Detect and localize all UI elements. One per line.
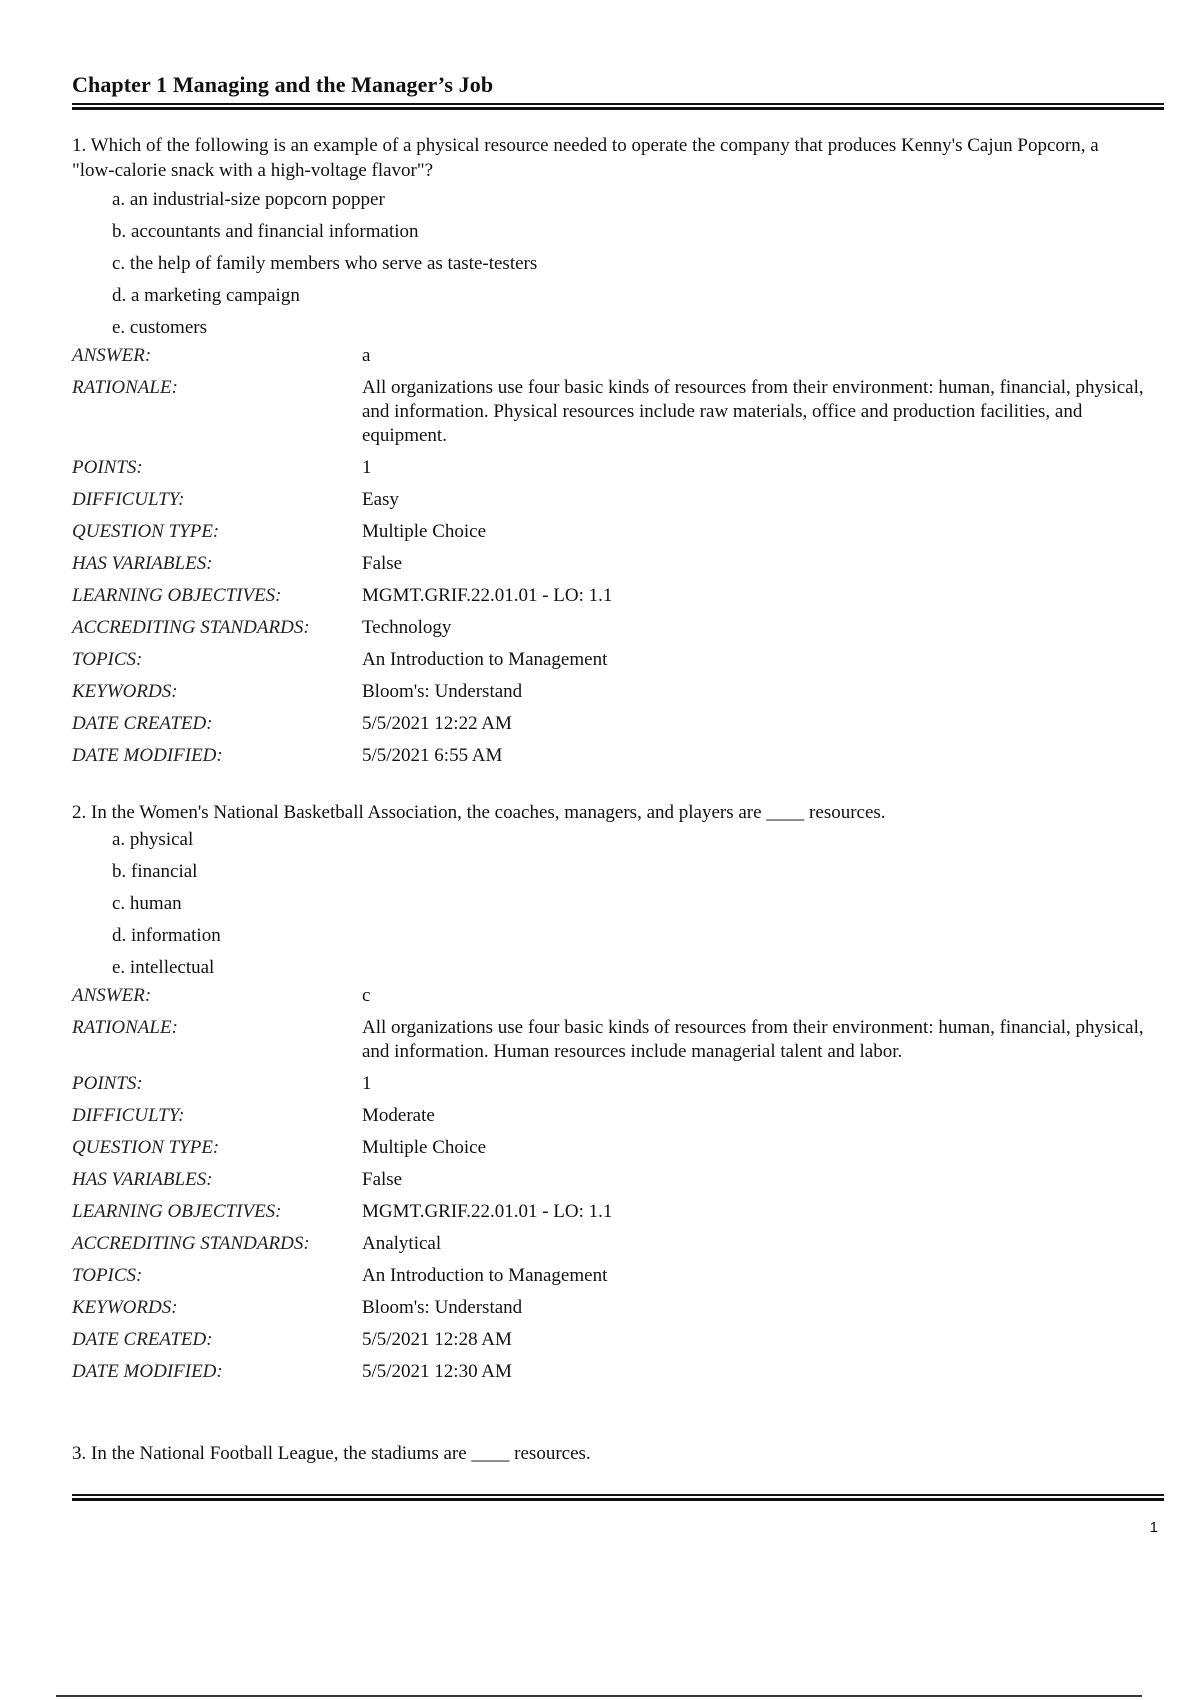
rationale-row xyxy=(72,1016,1164,1064)
difficulty-label: DIFFICULTY: xyxy=(72,1105,185,1126)
has-variables-value: False xyxy=(362,553,403,574)
footer-rule-thin xyxy=(72,1494,1164,1496)
keywords-label: KEYWORDS: xyxy=(72,1297,178,1318)
option-a: a. an industrial-size popcorn popper xyxy=(112,189,385,210)
accrediting-standards-value: Analytical xyxy=(362,1233,442,1254)
rationale-row xyxy=(72,376,1164,448)
learning-objectives-value: MGMT.GRIF.22.01.01 - LO: 1.1 xyxy=(362,1201,613,1222)
option-a: a. physical xyxy=(112,829,194,850)
question-metadata xyxy=(72,984,1164,1384)
has-variables-value: False xyxy=(362,1169,403,1190)
question-stem: 3. In the National Football League, the stadiums are ____ resources. xyxy=(72,1443,591,1464)
topics-label: TOPICS: xyxy=(72,649,143,670)
page-bottom-line xyxy=(56,1695,1142,1697)
rationale-label: RATIONALE: xyxy=(72,1017,178,1038)
footer-rule-thick xyxy=(72,1498,1164,1501)
points-row xyxy=(72,456,1164,480)
option-b: b. financial xyxy=(112,861,198,882)
option-c: c. the help of family members who serve as taste-testers xyxy=(112,253,538,274)
points-label: POINTS: xyxy=(72,1073,143,1094)
answer-options xyxy=(72,186,1164,346)
keywords-value: Bloom's: Understand xyxy=(362,681,523,702)
learning-objectives-row xyxy=(72,1200,1164,1224)
keywords-row xyxy=(72,680,1164,704)
option-d: d. a marketing campaign xyxy=(112,285,300,306)
question-stem: 1. Which of the following is an example of a physical resource needed to operate the company that produces Kenny's Cajun Popcorn, a "low-calorie snack with a high-voltage flavor"? xyxy=(72,135,1099,181)
points-value: 1 xyxy=(362,1073,372,1094)
topics-value: An Introduction to Management xyxy=(362,649,608,670)
answer-label: ANSWER: xyxy=(72,985,152,1006)
accrediting-standards-label: ACCREDITING STANDARDS: xyxy=(72,617,310,638)
date-created-row xyxy=(72,712,1164,736)
date-created-row xyxy=(72,1328,1164,1352)
date-modified-label: DATE MODIFIED: xyxy=(72,745,223,766)
answer-value: a xyxy=(362,345,371,366)
points-label: POINTS: xyxy=(72,457,143,478)
answer-row xyxy=(72,344,1164,368)
accrediting-standards-row xyxy=(72,1232,1164,1256)
learning-objectives-label: LEARNING OBJECTIVES: xyxy=(72,585,282,606)
chapter-title: Chapter 1 Managing and the Manager’s Job xyxy=(72,72,494,97)
date-modified-value: 5/5/2021 6:55 AM xyxy=(362,745,503,766)
learning-objectives-row xyxy=(72,584,1164,608)
date-modified-row xyxy=(72,744,1164,768)
answer-label: ANSWER: xyxy=(72,345,152,366)
answer-row xyxy=(72,984,1164,1008)
question-type-row xyxy=(72,520,1164,544)
question-1 xyxy=(72,133,1164,776)
date-created-value: 5/5/2021 12:22 AM xyxy=(362,713,512,734)
option-b: b. accountants and financial information xyxy=(112,221,419,242)
date-modified-row xyxy=(72,1360,1164,1384)
question-type-label: QUESTION TYPE: xyxy=(72,1137,220,1158)
accrediting-standards-label: ACCREDITING STANDARDS: xyxy=(72,1233,310,1254)
difficulty-row xyxy=(72,488,1164,512)
question-3 xyxy=(72,1441,1164,1466)
footer-rule xyxy=(72,1494,1164,1502)
answer-value: c xyxy=(362,985,371,1006)
topics-row xyxy=(72,1264,1164,1288)
question-type-value: Multiple Choice xyxy=(362,521,487,542)
page-number: 1 xyxy=(1149,1519,1158,1536)
difficulty-row xyxy=(72,1104,1164,1128)
accrediting-standards-row xyxy=(72,616,1164,640)
header-rule xyxy=(72,103,1164,111)
difficulty-value: Moderate xyxy=(362,1105,435,1126)
date-modified-value: 5/5/2021 12:30 AM xyxy=(362,1361,512,1382)
learning-objectives-label: LEARNING OBJECTIVES: xyxy=(72,1201,282,1222)
learning-objectives-value: MGMT.GRIF.22.01.01 - LO: 1.1 xyxy=(362,585,613,606)
header-rule-thick xyxy=(72,107,1164,110)
points-value: 1 xyxy=(362,457,372,478)
keywords-row xyxy=(72,1296,1164,1320)
has-variables-label: HAS VARIABLES: xyxy=(72,553,213,574)
accrediting-standards-value: Technology xyxy=(362,617,452,638)
date-created-label: DATE CREATED: xyxy=(72,1329,213,1350)
question-type-value: Multiple Choice xyxy=(362,1137,487,1158)
answer-options xyxy=(72,826,1164,986)
has-variables-label: HAS VARIABLES: xyxy=(72,1169,213,1190)
date-created-value: 5/5/2021 12:28 AM xyxy=(362,1329,512,1350)
option-d: d. information xyxy=(112,925,221,946)
option-e: e. customers xyxy=(112,317,207,338)
rationale-value: All organizations use four basic kinds of resources from their environment: human, financial, physical, and information. Human resources include managerial talent and labor. xyxy=(362,1017,1144,1062)
difficulty-label: DIFFICULTY: xyxy=(72,489,185,510)
difficulty-value: Easy xyxy=(362,489,399,510)
has-variables-row xyxy=(72,1168,1164,1192)
question-stem: 2. In the Women's National Basketball Association, the coaches, managers, and players are ____ resources. xyxy=(72,802,886,823)
rationale-label: RATIONALE: xyxy=(72,377,178,398)
topics-label: TOPICS: xyxy=(72,1265,143,1286)
keywords-label: KEYWORDS: xyxy=(72,681,178,702)
date-created-label: DATE CREATED: xyxy=(72,713,213,734)
question-metadata xyxy=(72,344,1164,768)
has-variables-row xyxy=(72,552,1164,576)
document-page xyxy=(72,0,1164,1700)
option-c: c. human xyxy=(112,893,182,914)
points-row xyxy=(72,1072,1164,1096)
topics-row xyxy=(72,648,1164,672)
option-e: e. intellectual xyxy=(112,957,215,978)
question-type-row xyxy=(72,1136,1164,1160)
rationale-value: All organizations use four basic kinds of resources from their environment: human, financial, physical, and information. Physical resources include raw materials, office and production facilities, and equipment. xyxy=(362,377,1144,446)
question-type-label: QUESTION TYPE: xyxy=(72,521,220,542)
topics-value: An Introduction to Management xyxy=(362,1265,608,1286)
keywords-value: Bloom's: Understand xyxy=(362,1297,523,1318)
question-2 xyxy=(72,800,1164,1392)
header-rule-thin xyxy=(72,103,1164,105)
date-modified-label: DATE MODIFIED: xyxy=(72,1361,223,1382)
